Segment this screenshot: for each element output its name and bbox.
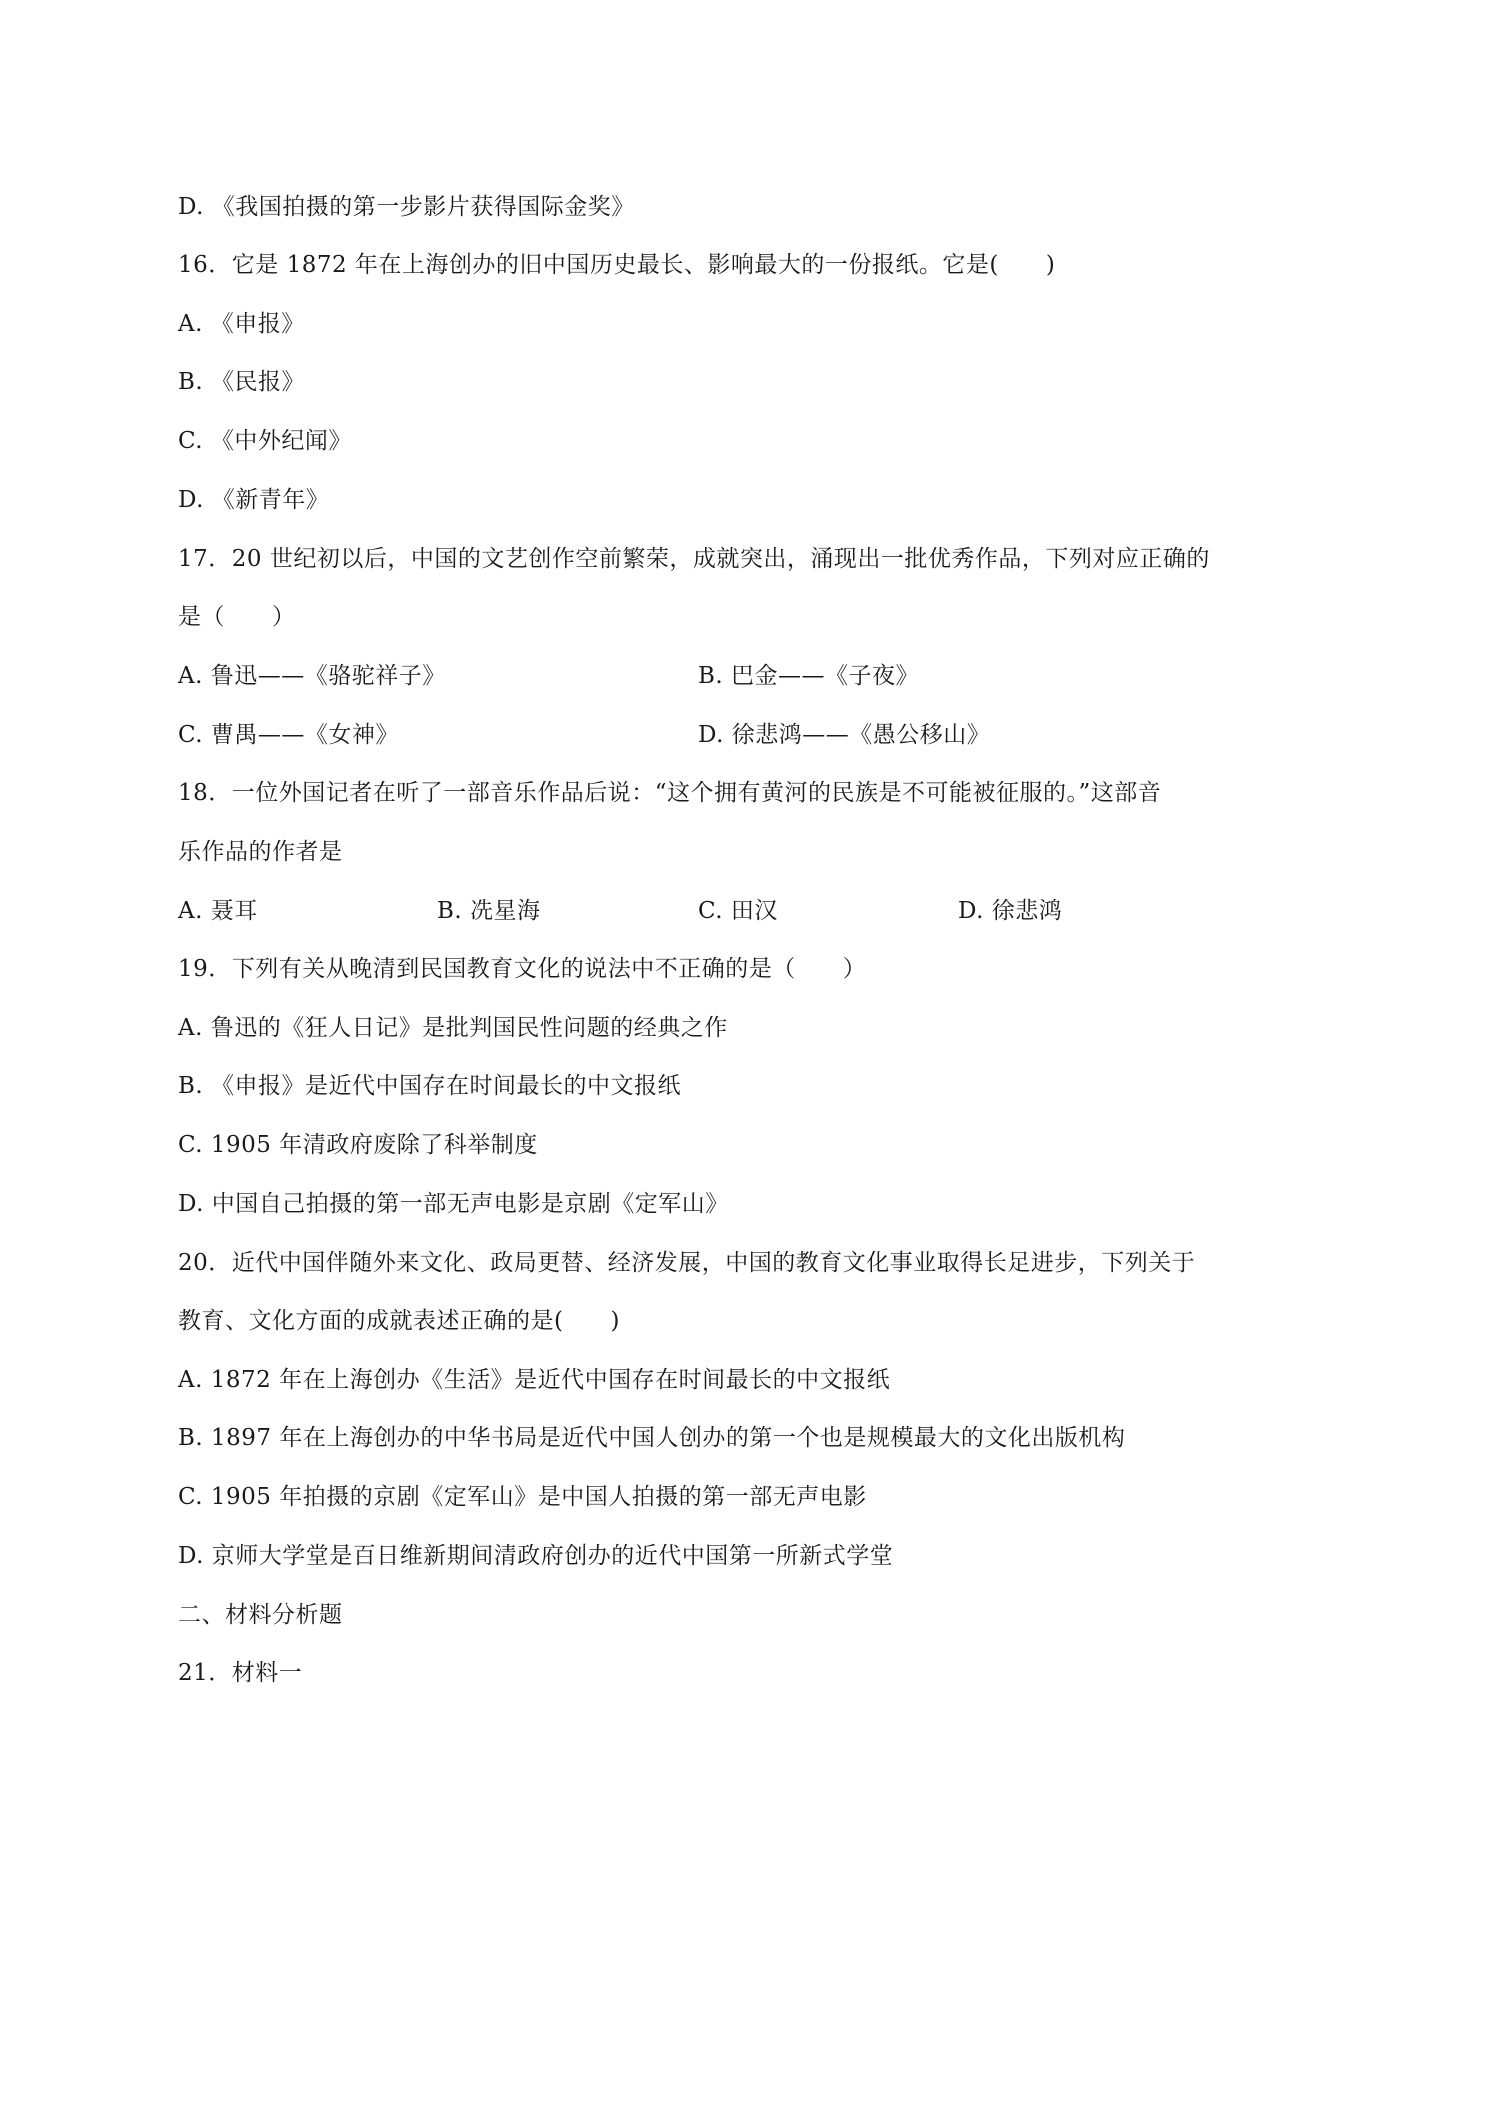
q18-option-d: D. 徐悲鸿 bbox=[958, 898, 1063, 924]
q20-option-a: A. 1872 年在上海创办《生活》是近代中国存在时间最长的中文报纸 bbox=[178, 1367, 891, 1393]
q16-option-b: B. 《民报》 bbox=[178, 369, 306, 395]
q19-option-b: B. 《申报》是近代中国存在时间最长的中文报纸 bbox=[178, 1073, 682, 1099]
q20-option-b: B. 1897 年在上海创办的中华书局是近代中国人创办的第一个也是规模最大的文化出版机构 bbox=[178, 1425, 1126, 1451]
q19-option-a: A. 鲁迅的《狂人日记》是批判国民性问题的经典之作 bbox=[178, 1015, 728, 1041]
q17-option-c: C. 曹禺——《女神》 bbox=[178, 722, 399, 748]
q16-option-c: C. 《中外纪闻》 bbox=[178, 428, 352, 454]
q19-stem: 19．下列有关从晚清到民国教育文化的说法中不正确的是（ ） bbox=[178, 956, 867, 982]
q20-stem-line1: 20．近代中国伴随外来文化、政局更替、经济发展，中国的教育文化事业取得长足进步，下列关于 bbox=[178, 1250, 1196, 1276]
q16-option-d: D. 《新青年》 bbox=[178, 487, 330, 513]
q18-stem-line1: 18．一位外国记者在听了一部音乐作品后说：“这个拥有黄河的民族是不可能被征服的。”这部音 bbox=[178, 780, 1162, 806]
q18-option-a: A. 聂耳 bbox=[178, 898, 258, 924]
q20-option-c: C. 1905 年拍摄的京剧《定军山》是中国人拍摄的第一部无声电影 bbox=[178, 1484, 867, 1510]
q17-option-b: B. 巴金——《子夜》 bbox=[698, 663, 920, 689]
q16-stem: 16．它是 1872 年在上海创办的旧中国历史最长、影响最大的一份报纸。它是( ) bbox=[178, 252, 1056, 278]
q19-option-d: D. 中国自己拍摄的第一部无声电影是京剧《定军山》 bbox=[178, 1191, 729, 1217]
q18-stem-line2: 乐作品的作者是 bbox=[178, 839, 343, 865]
q15-option-d: D. 《我国拍摄的第一步影片获得国际金奖》 bbox=[178, 194, 635, 220]
q16-option-a: A. 《申报》 bbox=[178, 311, 305, 337]
q17-option-a: A. 鲁迅——《骆驼祥子》 bbox=[178, 663, 446, 689]
q20-option-d: D. 京师大学堂是百日维新期间清政府创办的近代中国第一所新式学堂 bbox=[178, 1543, 894, 1569]
q20-stem-line2: 教育、文化方面的成就表述正确的是( ) bbox=[178, 1308, 620, 1334]
q21-stem: 21．材料一 bbox=[178, 1660, 303, 1686]
q18-option-b: B. 冼星海 bbox=[437, 898, 541, 924]
section-heading: 二、材料分析题 bbox=[178, 1602, 343, 1628]
q17-stem-line1: 17．20 世纪初以后，中国的文艺创作空前繁荣，成就突出，涌现出一批优秀作品，下列对应正确的 bbox=[178, 546, 1210, 572]
q17-option-d: D. 徐悲鸿——《愚公移山》 bbox=[698, 722, 991, 748]
q17-stem-line2: 是（ ） bbox=[178, 604, 296, 630]
q18-option-c: C. 田汉 bbox=[698, 898, 778, 924]
q19-option-c: C. 1905 年清政府废除了科举制度 bbox=[178, 1132, 538, 1158]
